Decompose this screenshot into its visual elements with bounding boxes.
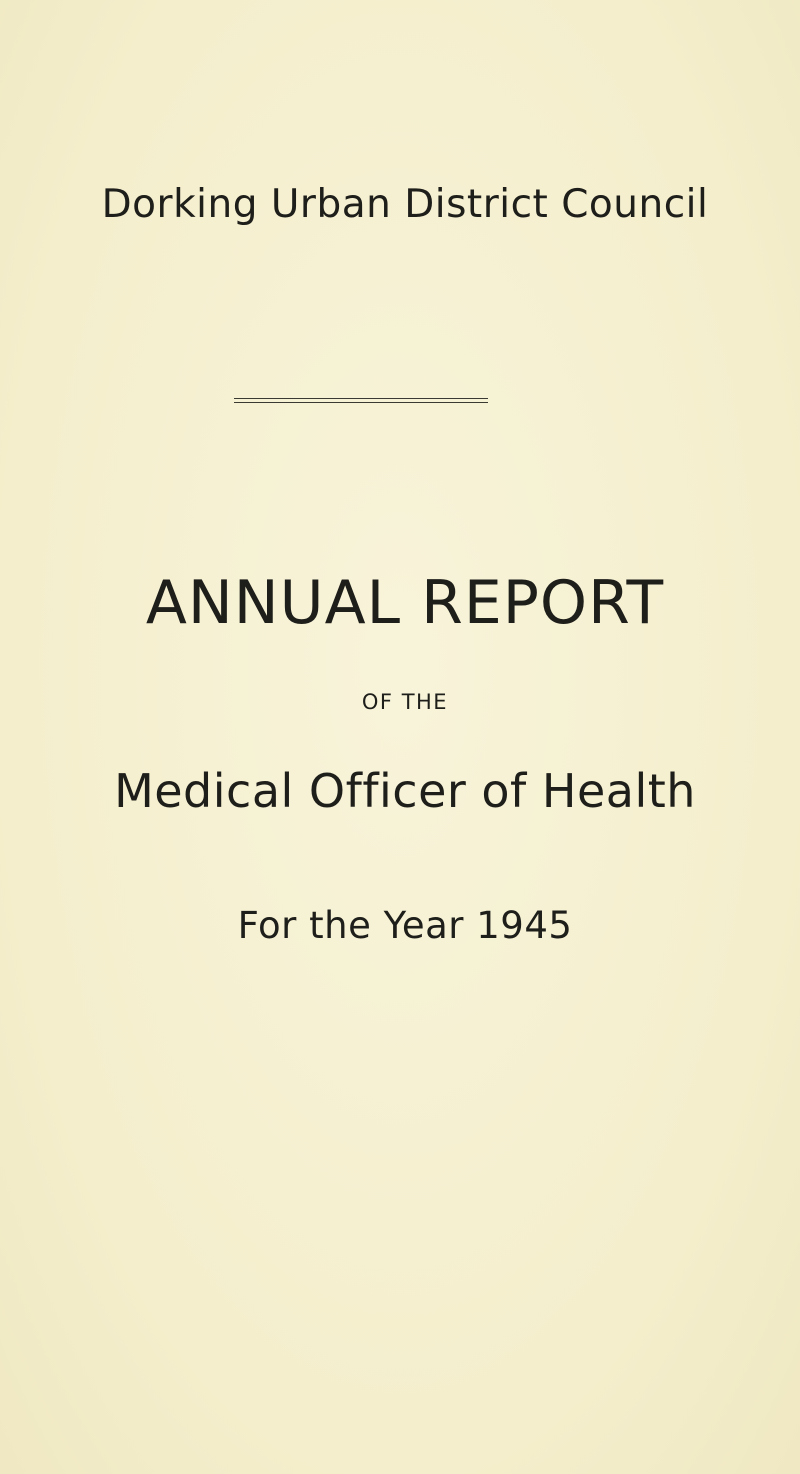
officer-title: Medical Officer of Health — [114, 764, 696, 818]
report-title: ANNUAL REPORT — [145, 568, 665, 638]
report-period: For the Year 1945 — [237, 904, 573, 947]
double-rule-divider — [234, 398, 488, 403]
council-name: Dorking Urban District Council — [101, 182, 709, 227]
of-the-label: OF THE — [361, 690, 449, 714]
